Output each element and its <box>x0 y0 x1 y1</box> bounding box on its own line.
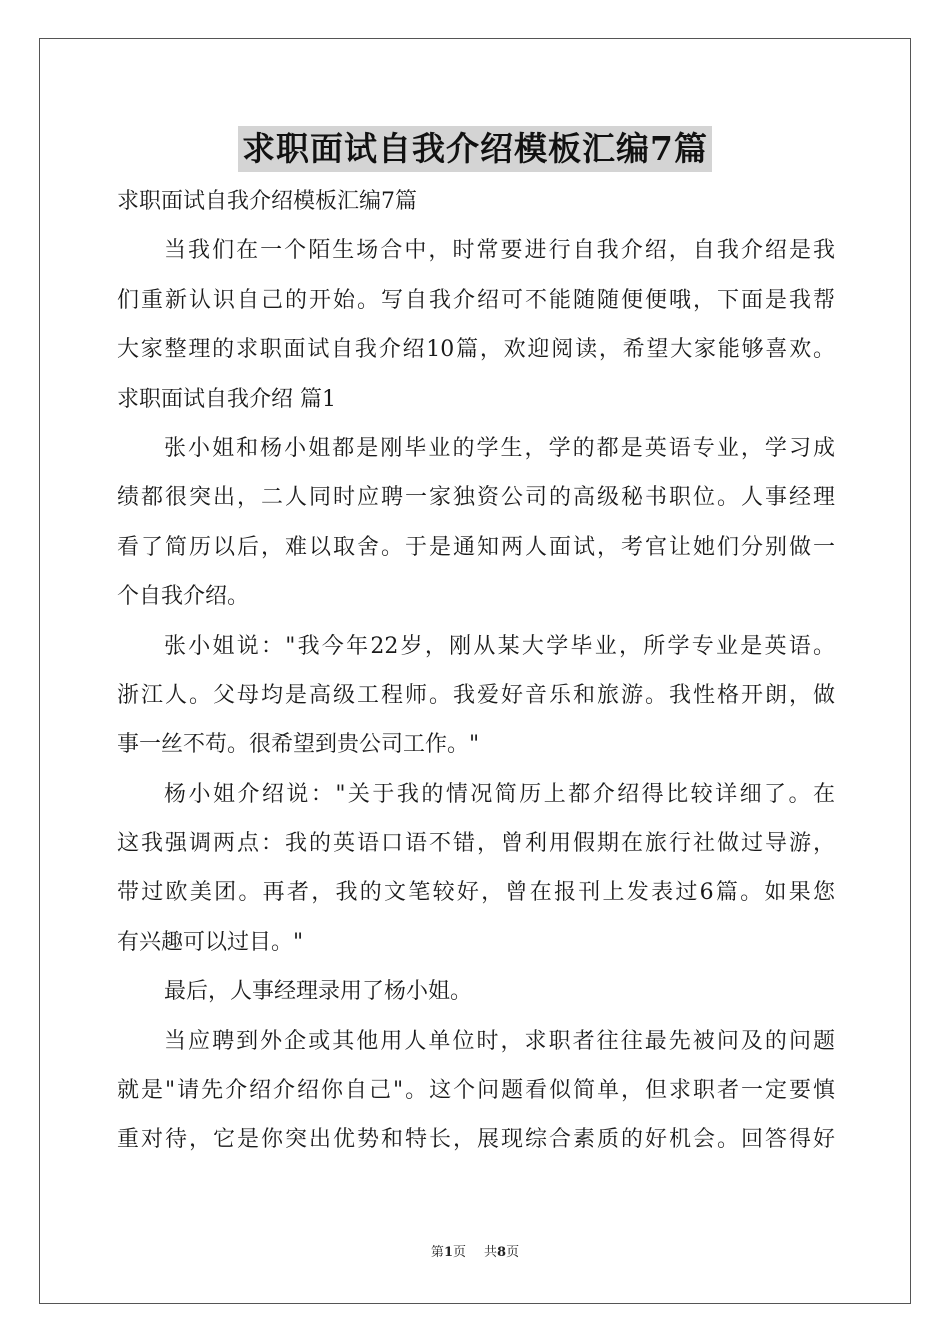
text-line: 浙江人。父母均是高级工程师。我爱好音乐和旅游。我性格开朗，做 <box>117 682 835 708</box>
text-line: 张小姐和杨小姐都是刚毕业的学生，学的都是英语专业，学习成 <box>164 435 835 461</box>
text-line: 看了简历以后，难以取舍。于是通知两人面试，考官让她们分别做一 <box>117 534 835 560</box>
text-line: 有兴趣可以过目。" <box>117 929 304 955</box>
page-footer <box>0 1244 950 1262</box>
page-label-suffix: 页 <box>452 1245 466 1260</box>
text-line: 大家整理的求职面试自我介绍10篇，欢迎阅读，希望大家能够喜欢。 <box>117 337 835 363</box>
text-line: 当应聘到外企或其他用人单位时，求职者往往最先被问及的问题 <box>164 1028 835 1054</box>
page-number: 1 <box>443 1245 453 1260</box>
text-line: 杨小姐介绍说："关于我的情况简历上都介绍得比较详细了。在 <box>164 781 835 807</box>
page-label-prefix: 第 <box>430 1245 444 1260</box>
total-label-prefix: 共 <box>484 1245 498 1260</box>
text-line: 个自我介绍。 <box>117 584 250 610</box>
text-line: 求职面试自我介绍 篇1 <box>117 386 336 412</box>
text-line: 重对待，它是你突出优势和特长，展现综合素质的好机会。回答得好 <box>117 1127 835 1153</box>
text-line: 事一丝不苟。很希望到贵公司工作。" <box>117 732 480 758</box>
total-pages: 8 <box>497 1245 507 1260</box>
title-area <box>0 126 950 172</box>
text-line: 最后，人事经理录用了杨小姐。 <box>164 979 473 1005</box>
total-label-suffix: 页 <box>506 1245 520 1260</box>
text-line: 就是"请先介绍介绍你自己"。这个问题看似简单，但求职者一定要慎 <box>117 1078 835 1104</box>
text-line: 绩都很突出，二人同时应聘一家独资公司的高级秘书职位。人事经理 <box>117 485 835 511</box>
text-line: 这我强调两点：我的英语口语不错，曾利用假期在旅行社做过导游， <box>117 831 835 857</box>
text-line: 们重新认识自己的开始。写自我介绍可不能随随便便哦，下面是我帮 <box>117 287 835 313</box>
text-line: 当我们在一个陌生场合中，时常要进行自我介绍，自我介绍是我 <box>164 238 835 264</box>
text-line: 求职面试自我介绍模板汇编7篇 <box>117 189 417 214</box>
document-body <box>117 177 835 1165</box>
text-line: 带过欧美团。再者，我的文笔较好，曾在报刊上发表过6篇。如果您 <box>117 880 835 906</box>
document-title: 求职面试自我介绍模板汇编7篇 <box>238 126 712 172</box>
text-line: 张小姐说："我今年22岁，刚从某大学毕业，所学专业是英语。 <box>164 633 835 659</box>
